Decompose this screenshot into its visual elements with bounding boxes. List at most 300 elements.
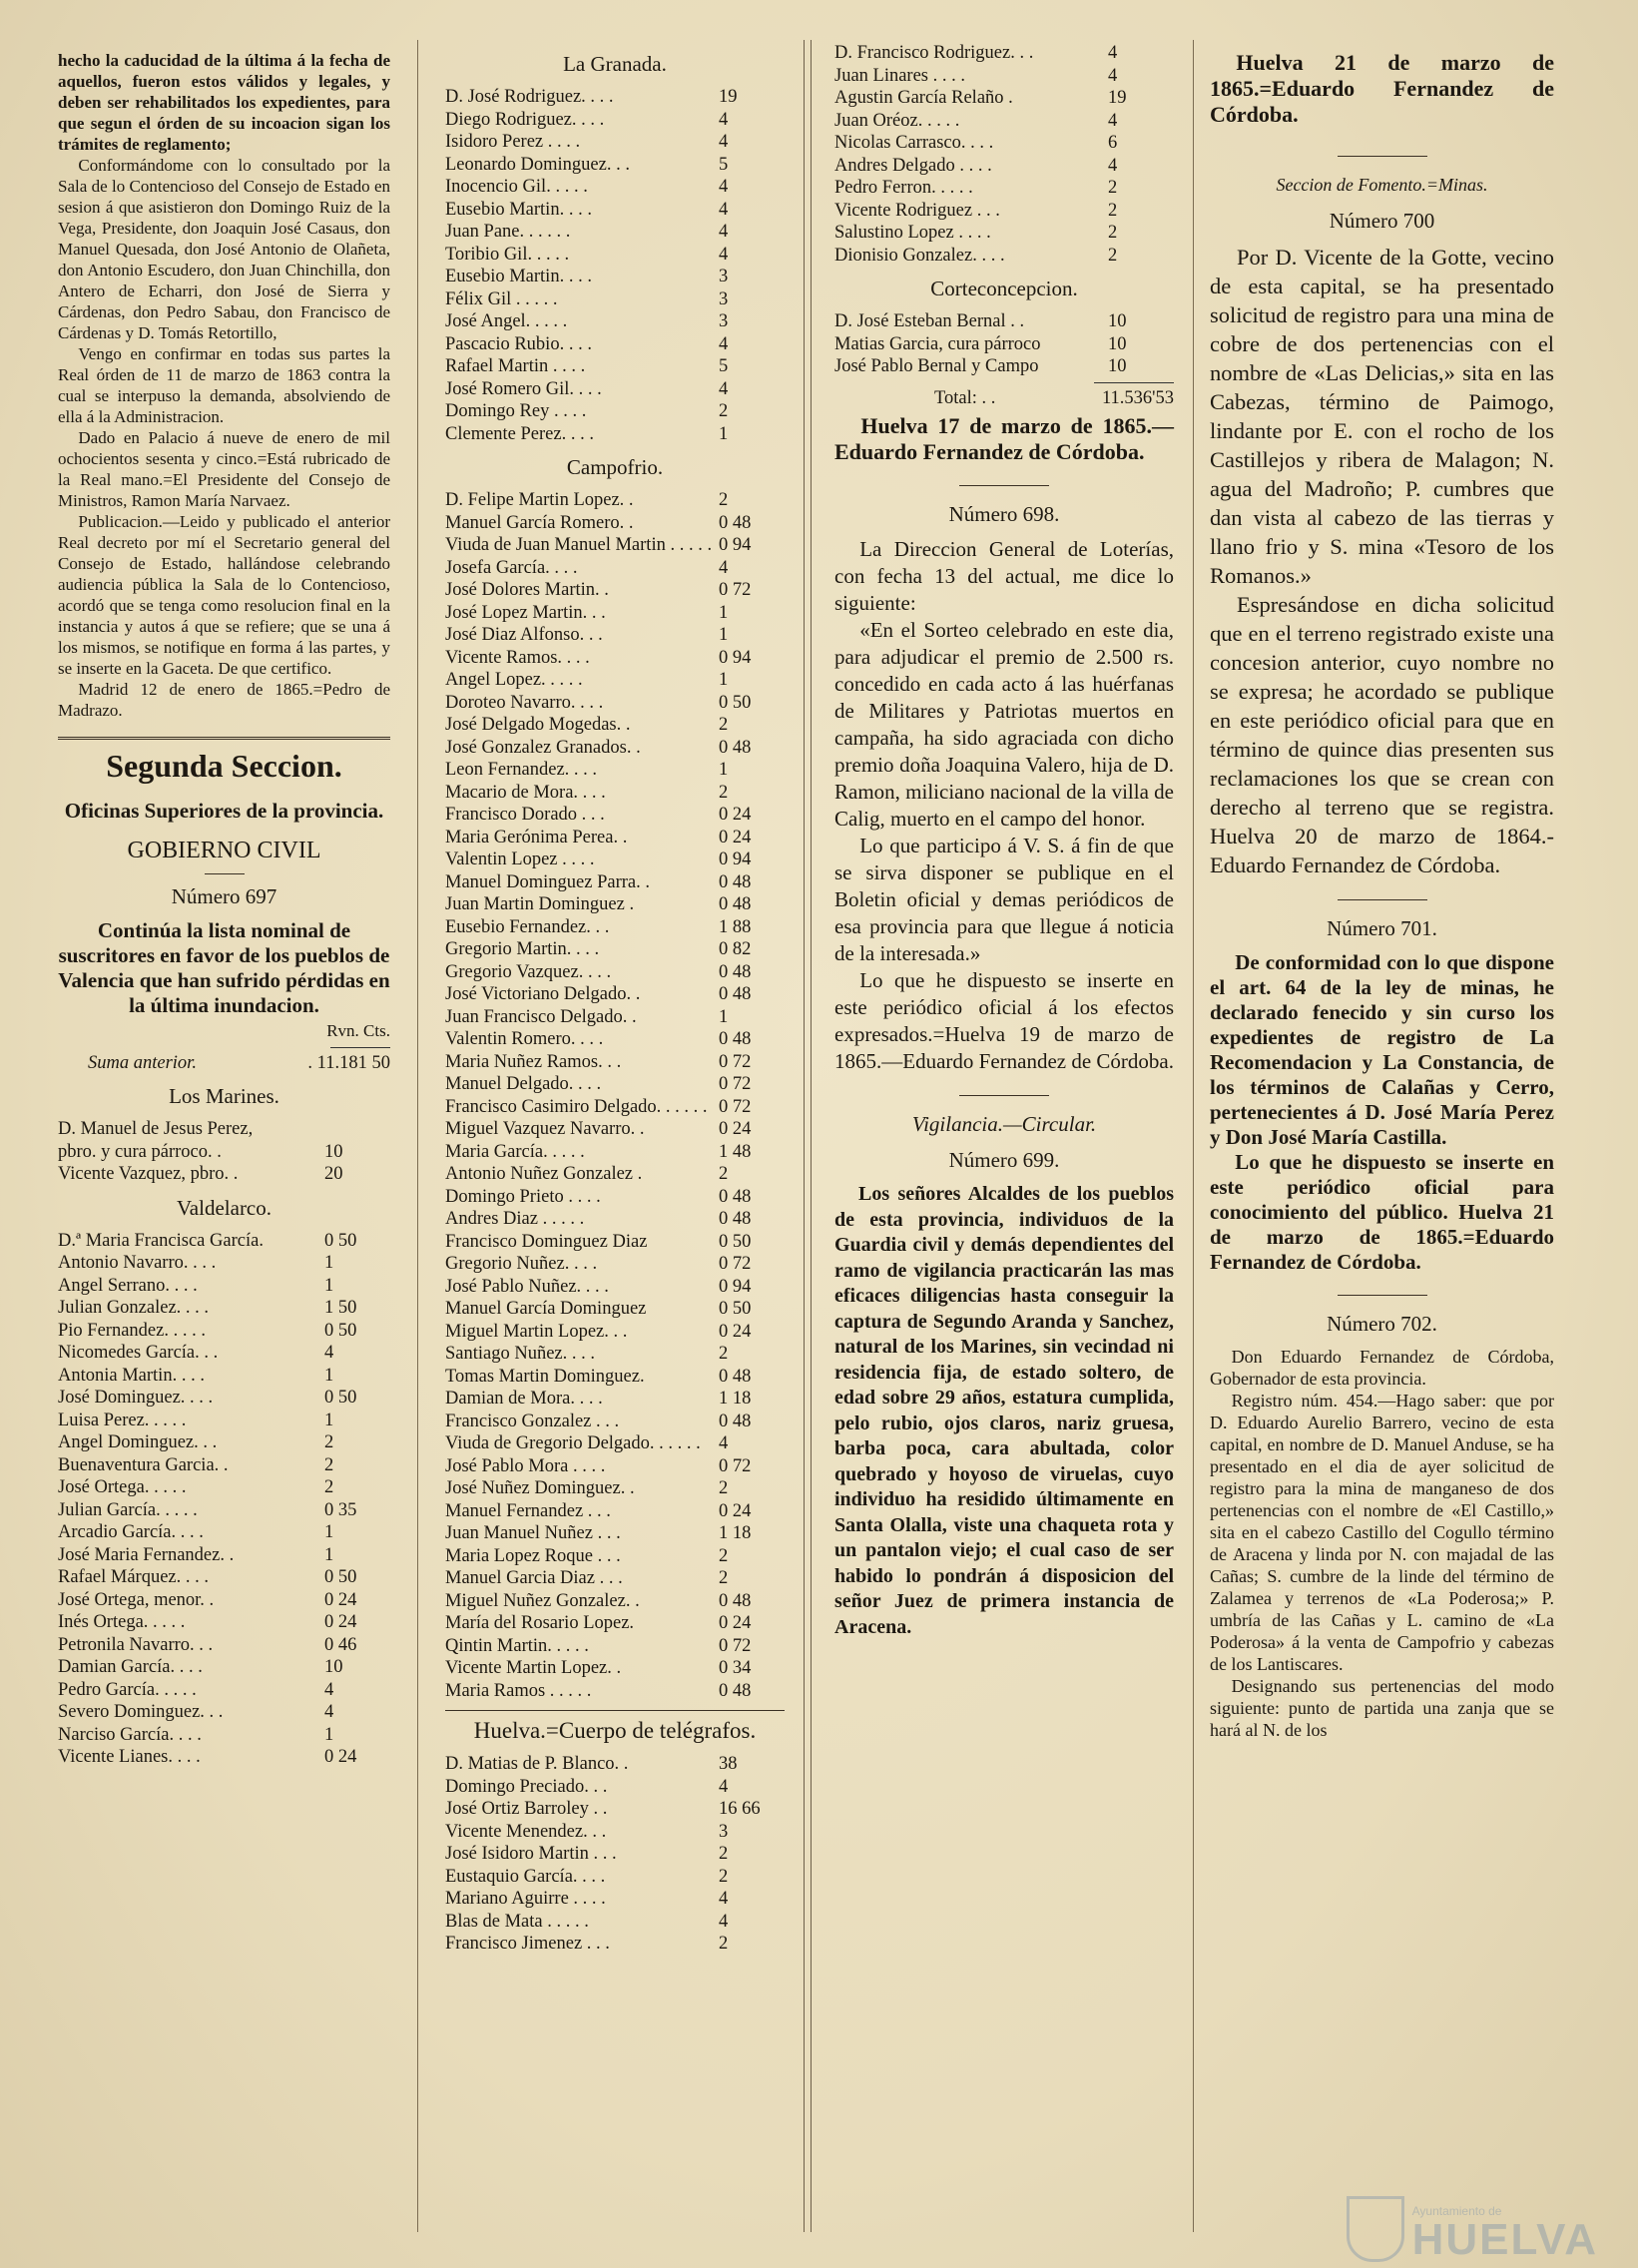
list-row [445, 199, 785, 222]
list-row-name: Maria Gerónima Perea. . [445, 827, 628, 848]
list-row-name: D. Matias de P. Blanco. . [445, 1754, 629, 1774]
list-row [445, 244, 785, 267]
list-row-name: Vicente Lianes. . . . [58, 1747, 201, 1767]
conformandome-paragraph: Conformándome con lo consultado por la Sala de lo Contencioso del Consejo de Estado en sesion á que asistieron don Domingo Ruiz de la Vega, Presidente, don Joaquin José Casaus, don Manuel Quesada, don José Antonio de Olañeta, don Antonio Escudero, don Juan Chinchilla, don Antero de Echarri, don José de Sierra y Cárdenas, don Pedro Sabau, don Francisco de Cárdenas y D. Tomás Retortillo, [58, 156, 390, 342]
list-row-value: 0 48 [719, 1029, 752, 1049]
column-rule [417, 40, 418, 2232]
list-row-value: 0 24 [324, 1589, 357, 1610]
list-row-value: 4 [1108, 65, 1118, 86]
list-row [445, 1096, 785, 1119]
list-row-value: 0 24 [719, 1119, 752, 1139]
marines-list [58, 1118, 390, 1186]
campofrio-heading: Campofrio. [566, 455, 664, 479]
corteconcepcion-list [834, 310, 1174, 378]
list-row [445, 1866, 785, 1889]
list-row-name: Luisa Perez. . . . . [58, 1410, 187, 1430]
list-row [445, 221, 785, 244]
list-row-value: 1 18 [719, 1523, 752, 1543]
numero-702: Número 702. [1327, 1312, 1437, 1336]
list-row [445, 1522, 785, 1545]
list-row-value: 1 18 [719, 1389, 752, 1409]
list-row-value: 0 50 [324, 1320, 357, 1341]
list-row-value: 1 [324, 1544, 334, 1565]
list-row-name: Nicomedes García. . . [58, 1343, 219, 1363]
list-row-value: 3 [719, 288, 729, 309]
list-row [445, 669, 785, 692]
list-row-value: 4 [719, 109, 729, 130]
list-row-name: Miguel Martin Lopez. . . [445, 1321, 628, 1342]
list-row-name: José Gonzalez Granados. . [445, 737, 641, 758]
p701-1: De conformidad con lo que dispone el art. 64 de la ley de minas, he declarado fenecido y sin curso los expedientes de registro de La Recomendacion y La Constancia, de los términos de Calañas y Cerro, pertenecientes á D. José María Perez y Don José María Castilla. [1210, 950, 1554, 1149]
list-row-name: Narciso García. . . . [58, 1724, 202, 1745]
list-row [445, 400, 785, 423]
list-row-name: Andres Diaz . . . . . [445, 1209, 585, 1229]
list-row-value: 4 [719, 132, 729, 152]
list-row-name: Juan Linares . . . . [834, 65, 966, 86]
list-row [445, 1253, 785, 1276]
list-row-value: 0 24 [719, 1500, 752, 1521]
list-row-name: Viuda de Gregorio Delgado. . . . . . [445, 1433, 701, 1453]
list-row-name: Miguel Vazquez Navarro. . [445, 1119, 645, 1139]
list-row-name: José Maria Fernandez. . [58, 1544, 235, 1565]
huelva-21-signature: Huelva 21 de marzo de 1865.=Eduardo Fernandez de Córdoba. [1210, 50, 1554, 127]
list-row-name: Mariano Aguirre . . . . [445, 1889, 606, 1909]
list-row [445, 961, 785, 984]
p698-1: La Direccion General de Loterías, con fecha 13 del actual, me dice lo siguiente: [834, 537, 1174, 615]
list-row [445, 109, 785, 132]
list-row-value: 2 [719, 782, 729, 803]
list-row [58, 1275, 390, 1298]
list-row [834, 245, 1174, 268]
list-row-value: 0 24 [719, 805, 752, 825]
list-row-name: Damian de Mora. . . . [445, 1389, 603, 1409]
list-row-name: Vicente Martin Lopez. . [445, 1658, 622, 1678]
list-row-name: D. José Esteban Bernal . . [834, 311, 1025, 331]
list-row-value: 10 [324, 1141, 343, 1162]
divider [1338, 899, 1427, 900]
list-row [445, 1590, 785, 1613]
list-row [834, 42, 1174, 65]
list-row-value: 2 [719, 1934, 729, 1954]
list-row-value: 0 34 [719, 1658, 752, 1678]
list-row-value: 1 [324, 1522, 334, 1542]
continued-list [834, 42, 1174, 267]
list-row [834, 155, 1174, 178]
list-row-name: Diego Rodriguez. . . . [445, 109, 605, 130]
list-row-value: 0 48 [719, 737, 752, 758]
list-row-name: Eusebio Martin. . . . [445, 267, 592, 286]
list-row-name: pbro. y cura párroco. . [58, 1141, 222, 1162]
list-row [445, 1141, 785, 1164]
list-row-value: 1 48 [719, 1141, 752, 1162]
list-row-value: 0 50 [324, 1230, 357, 1251]
valdelarco-list [58, 1230, 390, 1769]
list-row-name: Qintin Martin. . . . . [445, 1635, 589, 1656]
list-row [445, 423, 785, 446]
list-row-name: Francisco Dominguez Diaz [445, 1231, 648, 1252]
list-row [445, 1118, 785, 1141]
list-row [58, 1163, 390, 1186]
list-row [445, 1163, 785, 1186]
watermark-main: HUELVA [1411, 2215, 1598, 2264]
list-row-value: 3 [719, 311, 729, 331]
list-row [445, 1208, 785, 1231]
madrid-signature: Madrid 12 de enero de 1865.=Pedro de Madrazo. [58, 680, 390, 720]
list-row [445, 512, 785, 535]
list-row-name: José Victoriano Delgado. . [445, 984, 641, 1004]
list-row-value: 0 94 [719, 647, 752, 668]
list-row-value: 4 [719, 1776, 729, 1797]
p698-3: Lo que participo á V. S. á fin de que se sirva disponer se publique en el Boletin oficial y demas periódicos de esa provincia para que llegue á noticia de la interesada.» [834, 834, 1174, 965]
list-row-value: 10 [1108, 333, 1127, 354]
telegrafos-heading: Huelva.=Cuerpo de telégrafos. [445, 1710, 785, 1745]
list-row-value: 0 48 [719, 984, 752, 1004]
list-row-value: 0 94 [719, 535, 752, 555]
list-row-name: Arcadio García. . . . [58, 1522, 204, 1542]
list-row-value: 0 50 [324, 1567, 357, 1587]
list-row [834, 222, 1174, 245]
list-row-value: 20 [324, 1164, 343, 1184]
list-row-value: 0 82 [719, 939, 752, 959]
list-row-value: 1 [324, 1275, 334, 1296]
list-row-name: Miguel Nuñez Gonzalez. . [445, 1590, 640, 1611]
list-row [58, 1499, 390, 1522]
list-row-value: 4 [719, 557, 729, 578]
list-row-name: Francisco Dorado . . . [445, 805, 605, 825]
list-row [445, 1276, 785, 1299]
list-row-value: 0 72 [719, 1254, 752, 1274]
list-row [58, 1566, 390, 1589]
list-row [445, 938, 785, 961]
suma-anterior-row [58, 1052, 390, 1075]
list-row-value: 0 48 [719, 961, 752, 982]
total-value: 11.536'53 [1101, 387, 1174, 408]
list-row-value: 4 [324, 1343, 334, 1363]
list-row-value: 2 [324, 1432, 334, 1452]
list-row-name: Julian Gonzalez. . . . [58, 1298, 210, 1318]
divider [959, 485, 1049, 486]
list-row-value: 4 [1108, 155, 1118, 176]
list-row [445, 804, 785, 827]
list-row-value: 0 48 [719, 1366, 752, 1387]
list-row [445, 1798, 785, 1821]
list-row-name: Severo Dominguez. . . [58, 1702, 224, 1722]
list-row-name: Juan Oréoz. . . . . [834, 110, 960, 131]
list-row-name: Isidoro Perez . . . . [445, 132, 581, 152]
p702-2: Registro núm. 454.—Hago saber: que por D. Eduardo Aurelio Barrero, vecino de esta capital, en nombre de D. Manuel Anduse, se ha presentado en el dia de ayer solicitud de registro para la mina de manganeso de dos pertenencias con el nombre de «El Castillo,» sita en el cabezo Castillo del Cogullo término de Aracena y linda por N. con majadal de las Cañas; S. cumbre de la linde del término de Zalamea y terrenos de «La Poderosa;» P. umbría de las Cañas y L. camino de «La Poderosa» á la venta de Campofrio y cabezas de los Lantiscares. [1210, 1391, 1554, 1674]
list-row [445, 355, 785, 378]
list-row-name: Blas de Mata . . . . . [445, 1911, 589, 1932]
total-row [834, 387, 1174, 410]
list-row [445, 1388, 785, 1411]
column-4 [1210, 50, 1554, 1741]
list-row [445, 1612, 785, 1635]
list-row [445, 1366, 785, 1389]
list-row-name: Francisco Jimenez . . . [445, 1934, 610, 1954]
list-row-value: 4 [719, 177, 729, 197]
list-row-name: Pedro García. . . . . [58, 1679, 197, 1700]
list-row-name: Josefa García. . . . [445, 557, 578, 578]
list-row-value: 4 [1108, 43, 1118, 63]
list-row-name: Angel Dominguez. . . [58, 1432, 218, 1452]
corteconcepcion-heading: Corteconcepcion. [930, 277, 1078, 300]
list-row [445, 647, 785, 670]
divider [330, 1047, 390, 1048]
continua-heading: Continúa la lista nominal de suscritores en favor de los pueblos de Valencia que han sufrido pérdidas en la última inundacion. [58, 918, 390, 1017]
column-3 [834, 43, 1174, 1640]
list-row-value: 0 24 [719, 827, 752, 848]
list-row [445, 782, 785, 805]
list-row-value: 2 [1108, 245, 1118, 266]
list-row-value: 1 [719, 1006, 729, 1027]
list-row-name: Juan Pane. . . . . . [445, 222, 571, 242]
list-row [445, 602, 785, 625]
list-row-name: José Nuñez Dominguez. . [445, 1478, 635, 1498]
list-row [445, 86, 785, 109]
list-row [445, 489, 785, 512]
list-row [445, 1051, 785, 1074]
list-row-value: 4 [324, 1679, 334, 1700]
list-row-value: 3 [719, 1821, 729, 1842]
list-row [58, 1746, 390, 1769]
list-row-name: Gregorio Nuñez. . . . [445, 1254, 598, 1274]
list-row-value: 1 [324, 1724, 334, 1745]
list-row [445, 737, 785, 760]
list-row-value: 1 88 [719, 916, 752, 937]
list-row-value: 19 [1108, 88, 1127, 108]
list-row-value: 0 24 [324, 1747, 357, 1767]
list-row-name: Manuel Dominguez Parra. . [445, 871, 650, 892]
p700-2: Espresándose en dicha solicitud que en el terreno registrado existe una concesion anterior, cuyo nombre no se expresa; he acordado se publique en este periódico oficial para que en término de quince dias presenten sus reclamaciones los que se crean con derecho al terreno que se registra. Huelva 20 de marzo de 1864.-Eduardo Fernandez de Córdoba. [1210, 592, 1554, 877]
list-row-value: 2 [324, 1477, 334, 1497]
list-row-value: 0 50 [719, 692, 752, 713]
list-row [445, 624, 785, 647]
list-row-value: 0 48 [719, 1680, 752, 1701]
list-row-value: 4 [719, 244, 729, 265]
list-row-value: 0 24 [324, 1612, 357, 1632]
list-row [445, 849, 785, 871]
list-row-value: 10 [1108, 356, 1127, 376]
list-row [58, 1387, 390, 1410]
list-row-value: 2 [719, 490, 729, 510]
list-row-name: Maria García. . . . . [445, 1141, 585, 1162]
list-row-name: Vicente Ramos. . . . [445, 647, 590, 668]
vengo-paragraph: Vengo en confirmar en todas sus partes la Real órden de 11 de marzo de 1863 contra la cual se interpuso la demanda, absolviendo de ella á la Administracion. [58, 344, 390, 426]
campofrio-list [445, 489, 785, 1702]
section-rule [58, 737, 390, 740]
list-row [445, 1500, 785, 1523]
list-row [58, 1701, 390, 1724]
gobierno-civil-heading: GOBIERNO CIVIL [127, 838, 321, 863]
list-row-name: Eusebio Martin. . . . [445, 199, 592, 220]
list-row-value: 10 [324, 1657, 343, 1677]
list-row-name: Antonio Nuñez Gonzalez . [445, 1164, 643, 1184]
p699: Los señores Alcaldes de los pueblos de esta provincia, individuos de la Guardia civil y demás dependientes del ramo de vigilancia practicarán las mas eficaces diligencias hasta conseguir la captura de Segundo Aranda y Sanchez, natural de los Marines, sin vecindad ni residencia fija, de estado soltero, de edad sobre 29 años, estatura cumplida, pelo rubio, ojos claros, nariz gruesa, barba poca, cara abultada, color quebrado y hoyoso de viruelas, cuyo individuo ha residido últimamente en Santa Olalla, viste una chaqueta rota y un pantalon viejo; el cual caso de ser habido lo pondrán á disposicion del señor Juez de primera instancia de Aracena. [834, 1183, 1174, 1638]
list-row-name: Pedro Ferron. . . . . [834, 178, 973, 198]
segunda-seccion-heading: Segunda Seccion. [106, 748, 342, 784]
list-row-value: 4 [719, 199, 729, 220]
p702-3: Designando sus pertenencias del modo siguiente: punto de partida una zanja que se hará al N. de los [1210, 1676, 1554, 1740]
list-row [445, 1821, 785, 1844]
list-row [58, 1297, 390, 1320]
list-row [58, 1611, 390, 1634]
list-row-name: Gregorio Vazquez. . . . [445, 961, 612, 982]
list-row-value: 0 48 [719, 1209, 752, 1229]
list-row [445, 1753, 785, 1776]
list-row-value: 0 72 [719, 1635, 752, 1656]
list-row [445, 1635, 785, 1658]
list-row-name: Angel Serrano. . . . [58, 1275, 198, 1296]
list-row-value: 1 [719, 625, 729, 645]
column-1 [58, 50, 390, 1769]
list-row-name: José Dolores Martin. . [445, 580, 609, 600]
list-row-name: Maria Nuñez Ramos. . . [445, 1051, 622, 1072]
list-row [445, 1843, 785, 1866]
list-row [445, 893, 785, 916]
suma-label: Suma anterior. [88, 1052, 197, 1073]
list-row [58, 1656, 390, 1679]
rvn-cts-label: Rvn. Cts. [326, 1021, 390, 1040]
list-row-value: 6 [1108, 133, 1118, 153]
list-row-name: Pascacio Rubio. . . . [445, 333, 592, 354]
huelva-watermark [1347, 2196, 1598, 2262]
column-rule [804, 40, 812, 2232]
dado-paragraph: Dado en Palacio á nueve de enero de mil ochocientos sesenta y cinco.=Está rubricado de la Real mano.=El Presidente del Consejo de Ministros, Ramon María Narvaez. [58, 428, 390, 510]
list-row-name: Maria Lopez Roque . . . [445, 1545, 621, 1566]
list-row-name: Santiago Nuñez. . . . [445, 1344, 596, 1364]
list-row-value: 1 [719, 760, 729, 780]
list-row-value: 19 [719, 87, 738, 107]
list-row [445, 1186, 785, 1209]
list-row [58, 1252, 390, 1275]
list-row [58, 1454, 390, 1477]
list-row-name: Buenaventura Garcia. . [58, 1454, 229, 1475]
list-row-name: Viuda de Juan Manuel Martin . . . . . [445, 535, 713, 555]
divider [959, 1095, 1049, 1096]
list-row [834, 132, 1174, 155]
list-row-name: José Delgado Mogedas. . [445, 715, 631, 735]
list-row [834, 310, 1174, 333]
list-row-value: 2 [719, 1844, 729, 1864]
list-row-value: 0 48 [719, 512, 752, 533]
list-row [58, 1410, 390, 1432]
list-row-value: 0 48 [719, 1186, 752, 1207]
divider [1094, 382, 1174, 383]
list-row-name: Leon Fernandez. . . . [445, 760, 598, 780]
list-row [834, 65, 1174, 88]
list-row-name: Tomas Martin Dominguez. [445, 1366, 645, 1387]
list-row-name: Dionisio Gonzalez. . . . [834, 245, 1005, 266]
list-row-value: 1 50 [324, 1298, 357, 1318]
list-row [445, 1911, 785, 1934]
numero-697: Número 697 [171, 884, 277, 908]
list-row-value: 2 [719, 1545, 729, 1566]
list-row-value: 0 94 [719, 850, 752, 869]
list-row [445, 131, 785, 154]
list-row-name: Antonia Martin. . . . [58, 1365, 205, 1386]
list-row-name: Valentin Romero. . . . [445, 1029, 604, 1049]
la-granada-heading: La Granada. [563, 52, 667, 76]
list-row-name: Maria Ramos . . . . . [445, 1680, 592, 1701]
column-rule [1193, 40, 1194, 2232]
list-row [58, 1230, 390, 1253]
list-row-name: José Lopez Martin. . . [445, 602, 606, 623]
list-row-value: 1 [324, 1410, 334, 1430]
list-row [445, 534, 785, 557]
list-row [445, 1477, 785, 1500]
list-row-name: Vicente Rodriguez . . . [834, 200, 1000, 221]
list-row-name: Matias Garcia, cura párroco [834, 333, 1041, 354]
list-row-value: 0 72 [719, 1096, 752, 1117]
list-row-value: 5 [719, 154, 729, 175]
list-row-name: Doroteo Navarro. . . . [445, 692, 604, 713]
p698-2: «En el Sorteo celebrado en este dia, para adjudicar el premio de 2.500 rs. concedido en cada acto á las huérfanas de Militares y Patriotas muertos en campaña, ha sido agraciada con dicho premio doña Joaquina Valero, hija de D. Ramon, miliciano nacional de la villa de Calig, muerto en el campo del honor. [834, 618, 1174, 831]
list-row-name: Inocencio Gil. . . . . [445, 177, 588, 197]
list-row [445, 714, 785, 737]
list-row [445, 1006, 785, 1029]
list-row [58, 1476, 390, 1499]
list-row [445, 1321, 785, 1344]
list-row [445, 1776, 785, 1799]
list-row-name: Vicente Vazquez, pbro. . [58, 1164, 239, 1184]
list-row [834, 110, 1174, 133]
list-row-name: Leonardo Dominguez. . . [445, 154, 630, 175]
divider [1338, 156, 1427, 157]
list-row [445, 983, 785, 1006]
list-row-name: José Ortiz Barroley . . [445, 1799, 608, 1819]
seccion-fomento-heading: Seccion de Fomento.=Minas. [1276, 175, 1488, 195]
list-row-name: Domingo Prieto . . . . [445, 1186, 601, 1207]
divider [1338, 1295, 1427, 1296]
list-row-value: 4 [719, 222, 729, 242]
list-row-value: 2 [1108, 178, 1118, 198]
list-row-value: 2 [719, 401, 729, 421]
list-row-value: 4 [1108, 110, 1118, 131]
list-row-name: José Ortega, menor. . [58, 1589, 215, 1610]
list-row [445, 1298, 785, 1321]
list-row-name: Juan Francisco Delgado. . [445, 1006, 637, 1027]
list-row [445, 1657, 785, 1680]
list-row-value: 0 24 [719, 1321, 752, 1342]
list-row [445, 1888, 785, 1911]
list-row-name: D. Manuel de Jesus Perez, [58, 1119, 254, 1139]
numero-700: Número 700 [1329, 209, 1435, 233]
list-row [834, 87, 1174, 110]
list-row [58, 1724, 390, 1747]
list-row [58, 1365, 390, 1388]
list-row-value: 16 66 [719, 1799, 761, 1819]
list-row [445, 154, 785, 177]
list-row-value: 1 [324, 1253, 334, 1273]
list-row-name: Antonio Navarro. . . . [58, 1253, 217, 1273]
shield-icon [1347, 2196, 1404, 2262]
list-row-name: Clemente Perez. . . . [445, 423, 594, 444]
list-row [445, 378, 785, 401]
valdelarco-heading: Valdelarco. [176, 1195, 273, 1220]
list-row-value: 0 94 [719, 1276, 752, 1297]
suma-value: . 11.181 50 [307, 1052, 390, 1073]
list-row-value: 0 50 [719, 1299, 752, 1319]
list-row-name: Eustaquio García. . . . [445, 1866, 606, 1887]
list-row-value: 4 [719, 378, 729, 399]
list-row [445, 827, 785, 850]
list-row-name: Toribio Gil. . . . . [445, 244, 570, 265]
list-row-value: 2 [719, 1164, 729, 1184]
list-row [58, 1118, 390, 1141]
list-row-value: 0 48 [719, 871, 752, 892]
telegrafos-list [445, 1753, 785, 1956]
list-row-value: 4 [719, 1889, 729, 1909]
